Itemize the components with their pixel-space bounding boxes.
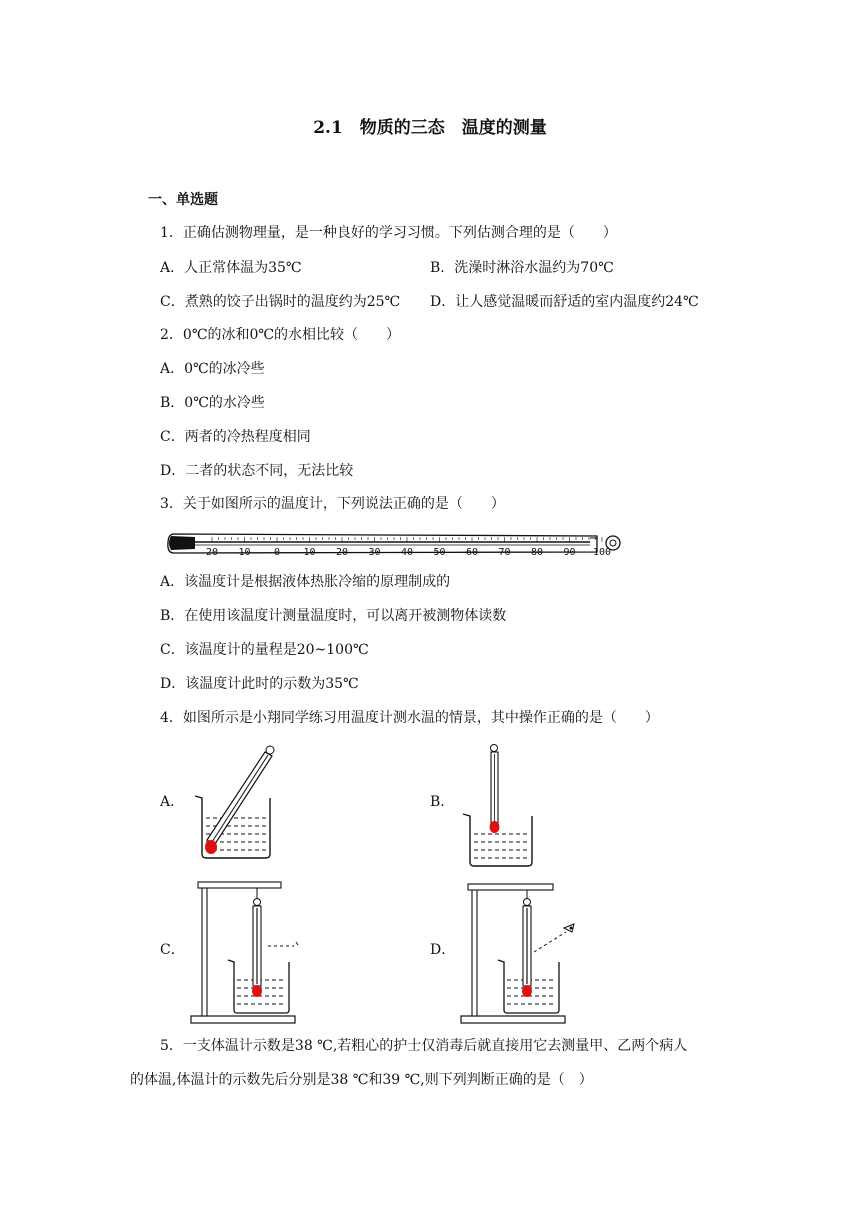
thermometer-scale-label: 80 xyxy=(530,547,544,558)
beaker-figure-b xyxy=(460,742,540,868)
q1-stem: 1．正确估测物理量，是一种良好的学习习惯。下列估测合理的是（ ） xyxy=(160,225,617,241)
q2-option-b[interactable]: B．0℃的水冷些 xyxy=(160,395,265,411)
thermometer-scale-label: 10 xyxy=(238,547,251,558)
thermometer-scale-label: 90 xyxy=(563,547,576,558)
q1-option-d[interactable]: D．让人感觉温暖而舒适的室内温度约24℃ xyxy=(430,294,699,310)
q4-option-d[interactable]: D． xyxy=(430,942,456,958)
q2-option-c[interactable]: C．两者的冷热程度相同 xyxy=(160,429,311,445)
section-heading: 一、单选题 xyxy=(148,192,218,208)
thermometer-figure xyxy=(165,527,625,561)
q3-option-d[interactable]: D．该温度计此时的示数为35℃ xyxy=(160,676,359,692)
thermometer-scale-label: 10 xyxy=(303,547,316,558)
page-title: 2.1 物质的三态 温度的测量 xyxy=(313,118,547,138)
beaker-figure-a xyxy=(190,742,290,864)
q4-option-c[interactable]: C． xyxy=(160,942,185,958)
stand-figure-d xyxy=(460,878,600,1028)
thermometer-scale-label: 40 xyxy=(400,547,414,558)
thermometer-scale-label: 20 xyxy=(205,547,219,558)
thermometer-scale-label: 70 xyxy=(498,547,511,558)
thermometer-scale-label: 20 xyxy=(335,547,349,558)
q3-option-a[interactable]: A．该温度计是根据液体热胀冷缩的原理制成的 xyxy=(160,574,451,590)
q1-option-b[interactable]: B．洗澡时淋浴水温约为70℃ xyxy=(430,260,614,276)
q2-option-d[interactable]: D．二者的状态不同，无法比较 xyxy=(160,463,354,479)
q5-line-1: 5．一支体温计示数是38 ℃,若粗心的护士仅消毒后就直接用它去测量甲、乙两个病人 xyxy=(160,1038,688,1054)
thermometer-scale-label: 100 xyxy=(592,547,612,558)
q3-option-b[interactable]: B．在使用该温度计测量温度时，可以离开被测物体读数 xyxy=(160,608,507,624)
thermometer-scale-label: 60 xyxy=(465,547,479,558)
q3-option-c[interactable]: C．该温度计的量程是20~100℃ xyxy=(160,642,369,658)
q5-line-2: 的体温,体温计的示数先后分别是38 ℃和39 ℃,则下列判断正确的是（ ） xyxy=(130,1072,593,1088)
q4-stem: 4．如图所示是小翔同学练习用温度计测水温的情景，其中操作正确的是（ ） xyxy=(160,710,659,726)
q4-option-b[interactable]: B． xyxy=(430,794,455,810)
q4-option-a[interactable]: A． xyxy=(160,794,185,810)
q1-option-a[interactable]: A．人正常体温为35℃ xyxy=(160,260,302,276)
q3-stem: 3．关于如图所示的温度计，下列说法正确的是（ ） xyxy=(160,496,505,512)
thermometer-scale-label: 50 xyxy=(433,547,446,558)
thermometer-scale-label: 0 xyxy=(273,547,281,558)
q1-option-c[interactable]: C．煮熟的饺子出锅时的温度约为25℃ xyxy=(160,294,401,310)
q2-stem: 2．0℃的冰和0℃的水相比较（ ） xyxy=(160,327,401,343)
stand-figure-c xyxy=(190,878,310,1028)
thermometer-scale-label: 30 xyxy=(368,547,381,558)
q2-option-a[interactable]: A．0℃的冰冷些 xyxy=(160,361,265,377)
